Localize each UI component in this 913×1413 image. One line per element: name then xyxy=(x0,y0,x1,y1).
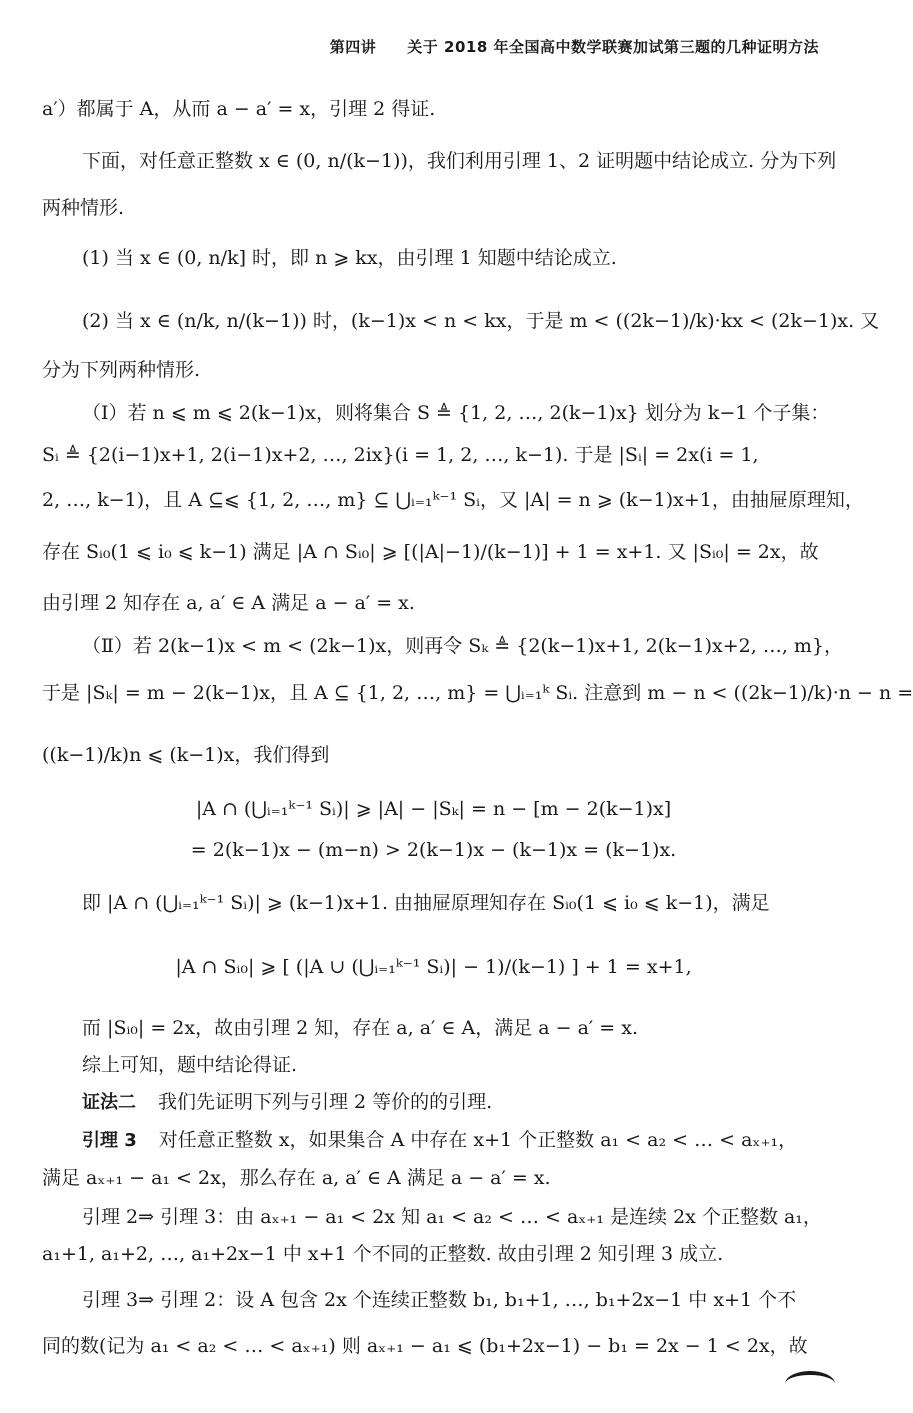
line-text: 下面，对任意正整数 x ∈ (0, n/(k−1))，我们利用引理 1、2 证明题中结论成立. 分为下列 xyxy=(82,150,837,172)
line-text: (1) 当 x ∈ (0, n/k] 时，即 n ⩾ kx，由引理 1 知题中结论成立. xyxy=(82,247,617,269)
text-line xyxy=(42,588,825,615)
line-text: 存在 Sᵢ₀(1 ⩽ i₀ ⩽ k−1) 满足 |A ∩ Sᵢ₀| ⩾ [(|A|−1)/(k−1)] + 1 = x+1. 又 |Sᵢ₀| = 2x，故 xyxy=(42,541,819,563)
line-text: Sᵢ ≜ {2(i−1)x+1, 2(i−1)x+2, …, 2ix}(i = 1, 2, …, k−1). 于是 |Sᵢ| = 2x(i = 1, xyxy=(42,444,759,466)
text-line xyxy=(42,1050,825,1077)
text-line xyxy=(42,1285,825,1312)
text-line xyxy=(42,1087,825,1114)
text-line xyxy=(42,956,825,978)
text-line xyxy=(42,631,844,658)
text-line xyxy=(42,94,825,121)
line-text: 满足 aₓ₊₁ − a₁ < 2x，那么存在 a, a′ ∈ A 满足 a − a′ = x. xyxy=(42,1167,551,1189)
text-line xyxy=(42,1163,825,1190)
text-line xyxy=(42,146,837,173)
line-text: 两种情形. xyxy=(42,197,125,219)
text-line xyxy=(42,355,825,382)
text-line xyxy=(42,193,825,220)
text-line xyxy=(42,243,825,270)
line-text: (2) 当 x ∈ (n/k, n/(k−1)) 时，(k−1)x < n < kx，于是 m < ((2k−1)/k)·kx < (2k−1)x. 又 xyxy=(82,310,880,332)
text-line xyxy=(42,839,825,861)
text-line xyxy=(42,398,830,425)
line-text: a₁+1, a₁+2, …, a₁+2x−1 中 x+1 个不同的正整数. 故由引理 2 知引理 3 成立. xyxy=(42,1243,724,1265)
text-line xyxy=(42,306,880,333)
line-text: 2, …, k−1)，且 A ⊆⩽ {1, 2, …, m} ⊆ ⋃ᵢ₌₁ᵏ⁻¹ Sᵢ，又 |A| = n ⩾ (k−1)x+1，由抽屉原理知， xyxy=(42,489,864,511)
line-text: |A ∩ (⋃ᵢ₌₁ᵏ⁻¹ Sᵢ)| ⩾ |A| − |Sₖ| = n − [m − 2(k−1)x] xyxy=(195,798,672,820)
text-line xyxy=(42,798,825,820)
text-line xyxy=(42,1125,825,1152)
line-text: 引理 3⇒ 引理 2：设 A 包含 2x 个连续正整数 b₁, b₁+1, …, b₁+2x−1 中 x+1 个不 xyxy=(82,1289,797,1311)
line-text: 综上可知，题中结论得证. xyxy=(82,1054,298,1076)
line-text: 我们先证明下列与引理 2 等价的的引理. xyxy=(158,1091,493,1113)
line-text: （Ⅰ）若 n ⩽ m ⩽ 2(k−1)x，则将集合 S ≜ {1, 2, …, 2(k−1)x} 划分为 k−1 个子集： xyxy=(82,402,830,424)
line-text: 而 |Sᵢ₀| = 2x，故由引理 2 知，存在 a, a′ ∈ A，满足 a − a′ = x. xyxy=(82,1017,638,1039)
line-text: 即 |A ∩ (⋃ᵢ₌₁ᵏ⁻¹ Sᵢ)| ⩾ (k−1)x+1. 由抽屉原理知存在 Sᵢ₀(1 ⩽ i₀ ⩽ k−1)，满足 xyxy=(82,892,770,914)
text-line xyxy=(42,1239,825,1266)
section-label: 证法二 xyxy=(82,1092,136,1113)
text-line xyxy=(42,1202,825,1229)
line-text: 分为下列两种情形. xyxy=(42,359,201,381)
text-line xyxy=(42,678,913,705)
text-line xyxy=(42,1013,825,1040)
line-text: 由引理 2 知存在 a, a′ ∈ A 满足 a − a′ = x. xyxy=(42,592,415,614)
text-line xyxy=(42,740,825,767)
line-text: a′）都属于 A，从而 a − a′ = x，引理 2 得证. xyxy=(42,98,436,120)
line-text: |A ∩ Sᵢ₀| ⩾ [ (|A ∪ (⋃ᵢ₌₁ᵏ⁻¹ Sᵢ)| − 1)/(k−1) ] + 1 = x+1, xyxy=(175,956,692,978)
line-text: 同的数(记为 a₁ < a₂ < … < aₓ₊₁) 则 aₓ₊₁ − a₁ ⩽ (b₁+2x−1) − b₁ = 2x − 1 < 2x，故 xyxy=(42,1335,808,1357)
line-text: 于是 |Sₖ| = m − 2(k−1)x，且 A ⊆ {1, 2, …, m} = ⋃ᵢ₌₁ᵏ Sᵢ. 注意到 m − n < ((2k−1)/k)·n − n = xyxy=(42,682,913,704)
line-text: ((k−1)/k)n ⩽ (k−1)x，我们得到 xyxy=(42,744,330,766)
line-text: = 2(k−1)x − (m−n) > 2(k−1)x − (k−1)x = (k−1)x. xyxy=(190,839,677,861)
line-text: 引理 2⇒ 引理 3：由 aₓ₊₁ − a₁ < 2x 知 a₁ < a₂ < … < aₓ₊₁ 是连续 2x 个正整数 a₁， xyxy=(82,1206,822,1228)
text-line xyxy=(42,1331,825,1358)
page-curl-decoration xyxy=(785,1371,835,1397)
text-line xyxy=(42,485,864,512)
text-line xyxy=(42,888,825,915)
text-line xyxy=(42,537,825,564)
running-header: 第四讲 关于 2018 年全国高中数学联赛加试第三题的几种证明方法 xyxy=(329,38,819,56)
line-text: （Ⅱ）若 2(k−1)x < m < (2k−1)x，则再令 Sₖ ≜ {2(k−1)x+1, 2(k−1)x+2, …, m}， xyxy=(82,635,844,657)
line-text: 对任意正整数 x，如果集合 A 中存在 x+1 个正整数 a₁ < a₂ < … < aₓ₊₁， xyxy=(158,1129,798,1151)
section-label: 引理 3 xyxy=(82,1130,137,1151)
text-line xyxy=(42,440,825,467)
